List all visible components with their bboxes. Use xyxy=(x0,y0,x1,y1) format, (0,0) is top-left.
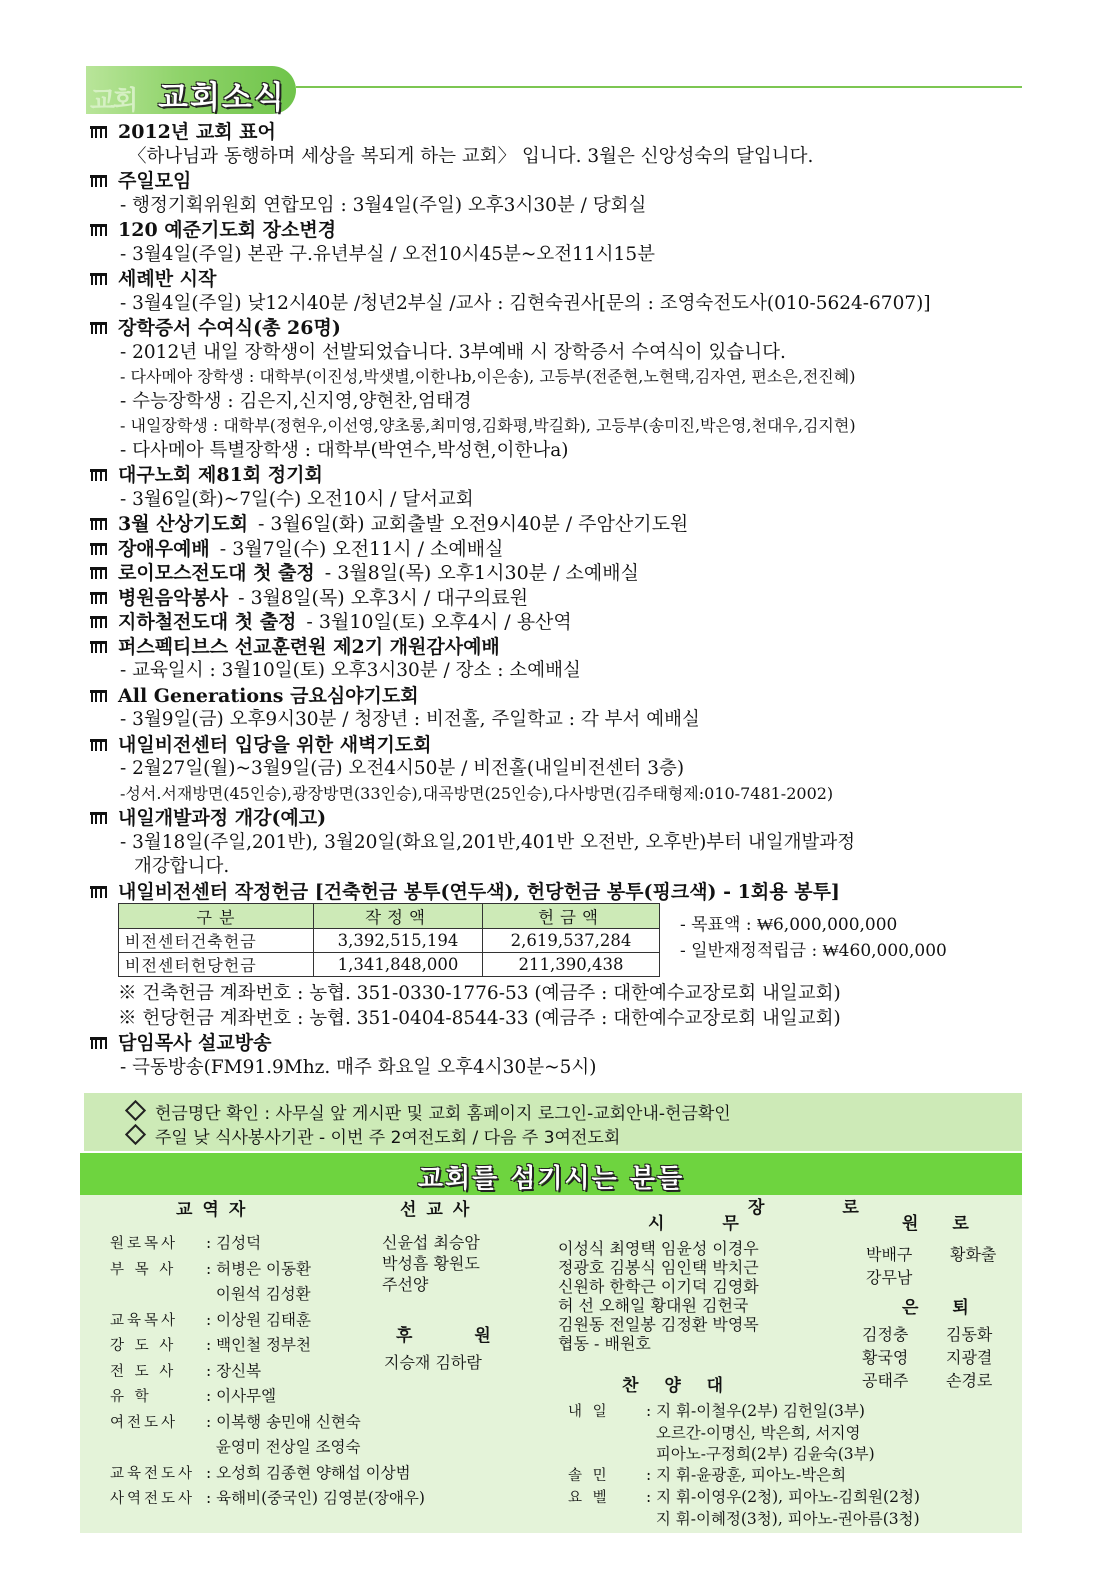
offering-goal xyxy=(680,912,947,964)
staff-panel xyxy=(80,1195,1022,1533)
header-rule xyxy=(296,86,1022,88)
staff-title: 교회를 섬기시는 분들 xyxy=(417,1164,685,1194)
bullet-icon xyxy=(90,126,107,138)
minister-names: 이복행 송민애 신현숙 xyxy=(216,1412,361,1431)
minister-role: 유 학 xyxy=(110,1389,152,1405)
minister-names: 허병은 이동환 xyxy=(216,1259,311,1278)
list-item xyxy=(866,1243,996,1266)
reserve-amount: - 일반재정적립금 : ₩460,000,000 xyxy=(680,941,947,961)
minister-colon: : xyxy=(206,1489,217,1507)
minister-colon: : xyxy=(206,1310,217,1329)
news-item xyxy=(90,610,1020,635)
news-title: 담임목사 설교방송 xyxy=(118,1032,272,1054)
news-line: - 행정기획위원회 연합모임 : 3월4일(주일) 오후3시30분 / 당회실 xyxy=(120,194,647,216)
list-item xyxy=(110,1282,425,1308)
missionaries-heading: 선교사 xyxy=(400,1200,480,1220)
choir-detail: 지 휘-윤광훈, 피아노-박은희 xyxy=(656,1466,847,1484)
news-heading xyxy=(90,512,1020,537)
news-line: - 내일장학생 : 대학부(정현우,이선영,양초롱,최미영,김화평,박길화), 고등부(송미진,박은영,천대우,김지현) xyxy=(120,416,856,435)
bullet-icon xyxy=(90,641,107,653)
list-item xyxy=(110,1461,425,1487)
emeritus-heading: 원 로 xyxy=(902,1214,983,1234)
news-title: 로이모스전도대 첫 출정 xyxy=(118,562,315,584)
choir-colon xyxy=(646,1510,656,1528)
list-item xyxy=(866,1266,996,1289)
list-item xyxy=(110,1333,425,1359)
info-row xyxy=(128,1099,731,1124)
offering-header-row xyxy=(119,904,660,929)
page-title: 교회소식 xyxy=(158,80,286,116)
minister-role: 교육목사 xyxy=(110,1312,179,1329)
offering-cell: 비전센터건축헌금 xyxy=(119,929,314,953)
choir-name: 요 벨 xyxy=(568,1490,610,1506)
elder-name: 박배구 xyxy=(866,1245,913,1264)
choir-colon xyxy=(646,1424,656,1442)
choir-colon: : xyxy=(646,1488,657,1506)
minister-colon: : xyxy=(206,1336,217,1354)
choir-detail: 지 휘-이혜정(3청), 피아노-권아름(3청) xyxy=(655,1510,920,1528)
news-title: 주일모임 xyxy=(118,170,192,192)
minister-role: 강 도 사 xyxy=(110,1338,177,1354)
news-heading xyxy=(90,537,1020,562)
news-item xyxy=(90,537,1020,562)
news-heading xyxy=(90,635,1020,660)
active-elders-list xyxy=(558,1239,759,1353)
minister-names: 오성희 김종현 양해섭 이상범 xyxy=(216,1463,411,1482)
broadcast-item xyxy=(90,1031,1020,1080)
news-heading xyxy=(90,1031,1020,1056)
news-title: 2012년 교회 표어 xyxy=(118,121,276,143)
offering-col-given: 헌금액 xyxy=(483,904,660,929)
bullet-icon xyxy=(90,886,107,898)
news-heading xyxy=(90,316,1020,341)
table-row xyxy=(119,929,660,953)
elder-name: 손경로 xyxy=(946,1371,993,1390)
news-line: - 교육일시 : 3월10일(토) 오후3시30분 / 장소 : 소예배실 xyxy=(120,660,581,681)
news-heading xyxy=(90,806,1020,831)
minister-names: 육해비(중국인) 김영분(장애우) xyxy=(216,1489,425,1507)
minister-role: 전 도 사 xyxy=(110,1363,177,1380)
minister-colon xyxy=(206,1285,216,1303)
info-row xyxy=(128,1123,620,1148)
retired-list xyxy=(862,1323,992,1392)
choir-heading: 찬 양 대 xyxy=(622,1376,734,1396)
news-line: - 2월27일(월)~3월9일(금) 오전4시50분 / 비전홀(내일비전센터 3층) xyxy=(120,758,685,779)
news-item xyxy=(90,512,1020,537)
list-item xyxy=(862,1346,992,1369)
news-title: 세례반 시작 xyxy=(118,268,217,290)
header-deco-text: 교회 xyxy=(90,86,137,116)
table-row xyxy=(119,953,660,977)
news-heading xyxy=(90,610,1020,635)
account-note: ※ 건축헌금 계좌번호 : 농협. 351-0330-1776-53 (예금주 : 대한예수교장로회 내일교회) xyxy=(118,983,841,1004)
minister-names: 장신복 xyxy=(216,1361,262,1380)
news-title: 대구노회 제81회 정기회 xyxy=(118,464,323,486)
elder-name: 강무남 xyxy=(866,1268,913,1287)
news-detail: - 3월8일(목) 오후3시 / 대구의료원 xyxy=(238,586,529,609)
news-line: - 3월6일(화)~7일(수) 오전10시 / 달서교회 xyxy=(120,488,474,510)
news-item xyxy=(90,684,1020,733)
bullet-icon xyxy=(90,543,107,555)
news-line: - 극동방송(FM91.9Mhz. 매주 화요일 오후4시30분~5시) xyxy=(120,1056,597,1078)
list-item xyxy=(568,1423,920,1444)
news-item xyxy=(90,316,1020,463)
bullet-icon xyxy=(90,567,107,579)
bullet-icon xyxy=(90,322,107,334)
list-item: 지승재 김하람 xyxy=(384,1353,482,1372)
news-title: 3월 산상기도회 xyxy=(118,513,248,535)
bullet-icon xyxy=(90,273,107,285)
news-item xyxy=(90,635,1020,684)
news-heading xyxy=(90,733,1020,758)
elder-name: 공태주 xyxy=(862,1371,909,1390)
sponsors-list xyxy=(384,1353,482,1372)
news-title: 장학증서 수여식(총 26명) xyxy=(118,317,341,339)
news-heading xyxy=(90,684,1020,709)
choir-colon: : xyxy=(646,1466,657,1484)
news-line: - 3월4일(주일) 낮12시40분 /청년2부실 /교사 : 김현숙권사[문의 : 조영숙전도사(010-5624-6707)] xyxy=(120,292,931,314)
news-item xyxy=(90,218,1020,267)
bullet-icon xyxy=(90,739,107,751)
news-item xyxy=(90,169,1020,218)
info-text: 주일 낮 식사봉사기관 - 이번 주 2여전도회 / 다음 주 3여전도회 xyxy=(155,1128,621,1148)
minister-role: 원로목사 xyxy=(110,1236,179,1252)
choir-list xyxy=(568,1401,920,1530)
news-item xyxy=(90,880,1020,905)
minister-colon xyxy=(206,1438,216,1456)
news-detail: - 3월7일(수) 오전11시 / 소예배실 xyxy=(219,537,504,560)
emeritus-list xyxy=(866,1243,996,1289)
elder-name: 황화출 xyxy=(950,1245,997,1264)
news-item xyxy=(90,267,1020,316)
info-text: 헌금명단 확인 : 사무실 앞 게시판 및 교회 홈페이지 로그인-교회안내-헌금확인 xyxy=(155,1104,731,1124)
elder-name: 김정충 xyxy=(862,1325,909,1344)
list-item xyxy=(862,1323,992,1346)
news-detail: - 3월6일(화) 교회출발 오전9시40분 / 주암산기도원 xyxy=(257,513,689,535)
bullet-icon xyxy=(90,690,107,702)
list-item xyxy=(110,1231,425,1257)
news-heading xyxy=(90,586,1020,611)
news-line: - 3월18일(주일,201반), 3월20일(화요일,201반,401반 오전반, 오후반)부터 내일개발과정 xyxy=(120,831,856,853)
list-item: 신윤섭 최승암 xyxy=(382,1233,480,1252)
news-title: All Generations 금요심야기도회 xyxy=(118,684,419,707)
ministers-list xyxy=(110,1231,425,1512)
minister-colon: : xyxy=(206,1259,217,1278)
news-line: -성서.서재방면(45인승),광장방면(33인승),대곡방면(25인승),다사방면(김주태형제:010-7481-2002) xyxy=(120,783,834,803)
missionaries-list xyxy=(382,1232,480,1295)
offering-cell: 2,619,537,284 xyxy=(483,929,660,953)
list-item xyxy=(110,1435,425,1461)
list-item: 주선양 xyxy=(382,1275,429,1294)
news-heading xyxy=(90,218,1020,243)
news-line: - 다사메아 특별장학생 : 대학부(박연수,박성현,이한나a) xyxy=(120,439,569,461)
offering-col-category: 구 분 xyxy=(119,904,314,929)
bullet-icon xyxy=(90,592,107,604)
news-heading xyxy=(90,880,1020,905)
info-box xyxy=(84,1093,1022,1151)
news-title: 퍼스펙티브스 선교훈련원 제2기 개원감사예배 xyxy=(118,635,500,658)
choir-colon xyxy=(646,1445,656,1463)
minister-colon: : xyxy=(206,1361,217,1380)
list-item: 협동 - 배원호 xyxy=(558,1334,651,1353)
minister-colon: : xyxy=(206,1387,217,1405)
offering-cell: 비전센터헌당헌금 xyxy=(119,953,314,977)
minister-colon: : xyxy=(206,1412,217,1431)
list-item xyxy=(568,1465,920,1487)
news-line: - 3월9일(금) 오후9시30분 / 청장년 : 비전홀, 주일학교 : 각 부서 예배실 xyxy=(120,709,700,730)
bullet-icon xyxy=(90,616,107,628)
bullet-icon xyxy=(90,224,107,236)
news-list xyxy=(90,120,1020,904)
minister-colon: : xyxy=(206,1234,217,1252)
list-item xyxy=(110,1359,425,1385)
list-item xyxy=(568,1444,920,1465)
minister-names: 윤영미 전상일 조영숙 xyxy=(215,1438,361,1456)
choir-detail: 피아노-구정희(2부) 김윤숙(3부) xyxy=(655,1445,875,1463)
goal-amount: - 목표액 : ₩6,000,000,000 xyxy=(680,915,898,935)
minister-colon: : xyxy=(206,1463,217,1482)
bullet-icon xyxy=(90,469,107,481)
offering-table xyxy=(118,903,660,977)
diamond-icon xyxy=(125,1124,146,1145)
bullet-icon xyxy=(90,175,107,187)
news-item xyxy=(90,586,1020,611)
news-item xyxy=(90,733,1020,807)
staff-header xyxy=(80,1153,1022,1195)
list-item xyxy=(110,1486,425,1512)
choir-colon: : xyxy=(646,1402,657,1420)
news-line: - 2012년 내일 장학생이 선발되었습니다. 3부예배 시 장학증서 수여식이 있습니다. xyxy=(120,341,786,363)
offering-cell: 211,390,438 xyxy=(483,953,660,977)
news-title: 지하철전도대 첫 출정 xyxy=(118,611,297,633)
news-heading xyxy=(90,463,1020,488)
news-title: 병원음악봉사 xyxy=(118,586,229,609)
elder-name: 황국영 xyxy=(862,1348,909,1367)
news-title: 장애우예배 xyxy=(118,537,210,560)
elder-name: 김동화 xyxy=(946,1325,993,1344)
elders-heading: 장로 xyxy=(748,1198,937,1218)
choir-detail: 지 휘-이철우(2부) 김헌일(3부) xyxy=(656,1402,865,1420)
news-heading xyxy=(90,169,1020,194)
minister-names: 김성덕 xyxy=(216,1234,262,1252)
offering-col-pledged: 작정액 xyxy=(314,904,483,929)
news-heading xyxy=(90,267,1020,292)
active-elders-heading: 시 무 xyxy=(648,1214,765,1234)
list-item xyxy=(568,1401,920,1423)
news-heading xyxy=(90,561,1020,586)
list-item xyxy=(568,1509,920,1530)
ministers-heading: 교역자 xyxy=(176,1200,256,1220)
account-note: ※ 헌당헌금 계좌번호 : 농협. 351-0404-8544-33 (예금주 : 대한예수교장로회 내일교회) xyxy=(118,1007,841,1029)
diamond-icon xyxy=(125,1100,146,1121)
news-title: 내일개발과정 개강(예고) xyxy=(118,807,327,829)
news-item xyxy=(90,120,1020,169)
news-detail: - 3월8일(목) 오후1시30분 / 소예배실 xyxy=(324,562,639,584)
offering-cell: 1,341,848,000 xyxy=(314,953,483,977)
list-item xyxy=(568,1487,920,1509)
news-title: 120 예준기도회 장소변경 xyxy=(118,219,337,241)
list-item xyxy=(862,1369,992,1392)
sponsors-heading: 후 원 xyxy=(396,1326,519,1346)
bullet-icon xyxy=(90,1037,107,1049)
bullet-icon xyxy=(90,518,107,530)
list-item: 정광호 김봉식 임인택 박치근 xyxy=(558,1258,759,1277)
news-line: - 3월4일(주일) 본관 구.유년부실 / 오전10시45분~오전11시15분 xyxy=(120,243,655,265)
list-item: 김원동 전일봉 김정환 박영목 xyxy=(558,1315,759,1334)
news-item xyxy=(90,463,1020,512)
minister-role: 교육전도사 xyxy=(110,1465,196,1482)
choir-name: 내 일 xyxy=(568,1404,610,1420)
choir-detail: 지 휘-이영우(2청), 피아노-김희원(2청) xyxy=(656,1488,920,1506)
news-line: - 수능장학생 : 김은지,신지영,양현찬,엄태경 xyxy=(120,390,472,412)
minister-role: 부 목 사 xyxy=(110,1261,177,1278)
news-item xyxy=(90,561,1020,586)
list-item xyxy=(110,1384,425,1410)
news-line: - 다사메아 장학생 : 대학부(이진성,박샛별,이한나b,이은송), 고등부(전준현,노현택,김자연, 편소은,전진혜) xyxy=(120,367,856,386)
minister-role: 사역전도사 xyxy=(110,1491,196,1507)
list-item: 신원하 한학근 이기덕 김영화 xyxy=(558,1277,759,1296)
minister-role: 여전도사 xyxy=(110,1414,179,1431)
list-item xyxy=(110,1308,425,1334)
minister-names: 이원석 김성환 xyxy=(215,1285,311,1303)
minister-names: 백인철 정부천 xyxy=(216,1336,311,1354)
list-item: 허 선 오해일 황대원 김헌국 xyxy=(558,1296,749,1315)
news-line: 개강합니다. xyxy=(134,856,230,877)
choir-name: 솔 민 xyxy=(568,1468,610,1484)
list-item: 박성흠 황원도 xyxy=(382,1254,480,1273)
retired-heading: 은 퇴 xyxy=(902,1298,983,1318)
news-line: 〈하나님과 동행하며 세상을 복되게 하는 교회〉 입니다. 3월은 신앙성숙의 달입니다. xyxy=(128,145,814,167)
minister-names: 이상원 김태훈 xyxy=(216,1310,311,1329)
list-item xyxy=(110,1257,425,1283)
choir-detail: 오르간-이명신, 박은희, 서지영 xyxy=(655,1424,861,1442)
account-notes xyxy=(118,982,841,1031)
minister-names: 이사무엘 xyxy=(216,1387,277,1405)
offering-cell: 3,392,515,194 xyxy=(314,929,483,953)
news-detail: - 3월10일(토) 오후4시 / 용산역 xyxy=(306,611,572,633)
news-title: 내일비전센터 입당을 위한 새벽기도회 xyxy=(118,733,432,756)
elder-name: 지광결 xyxy=(946,1348,993,1367)
news-title: 내일비전센터 작정헌금 [건축헌금 봉투(연두색), 헌당헌금 봉투(핑크색) - 1회용 봉투] xyxy=(118,880,840,903)
news-heading xyxy=(90,120,1020,145)
list-item: 이성식 최영택 임윤성 이경우 xyxy=(558,1239,759,1258)
bullet-icon xyxy=(90,812,107,824)
news-item xyxy=(90,806,1020,880)
list-item xyxy=(110,1410,425,1436)
